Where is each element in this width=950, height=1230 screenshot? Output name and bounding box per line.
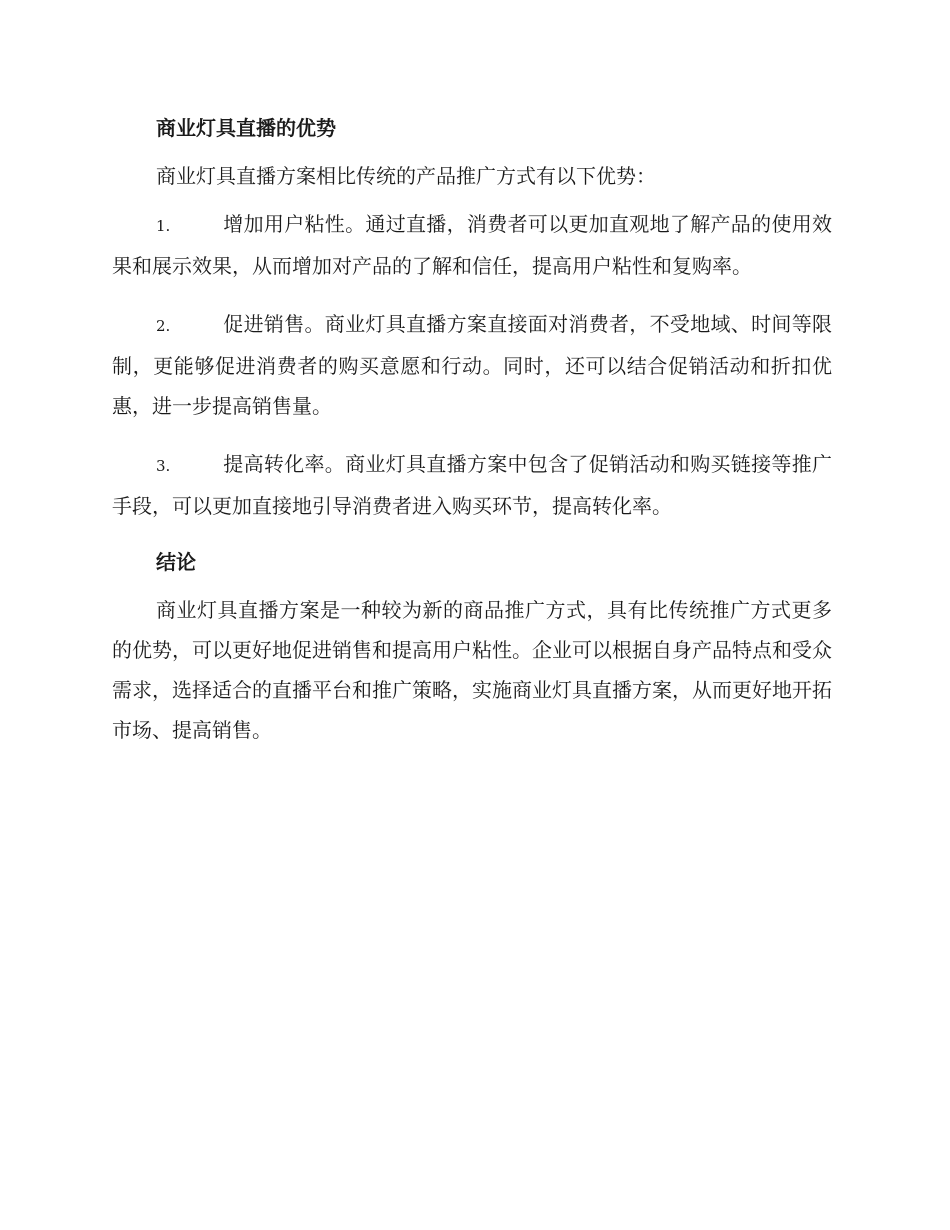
section-heading-advantages: 商业灯具直播的优势 bbox=[156, 116, 336, 140]
intro-paragraph: 商业灯具直播方案相比传统的产品推广方式有以下优势： bbox=[156, 164, 656, 188]
section-heading-conclusion: 结论 bbox=[156, 550, 196, 574]
list-item bbox=[112, 304, 832, 426]
list-item bbox=[112, 204, 832, 286]
list-number: 1. bbox=[156, 217, 171, 235]
list-item-text: 提高转化率。商业灯具直播方案中包含了促销活动和购买链接等推广手段，可以更加直接地引导消费者进入购买环节，提高转化率。 bbox=[112, 452, 832, 518]
list-item-text: 促进销售。商业灯具直播方案直接面对消费者，不受地域、时间等限制，更能够促进消费者的购买意愿和行动。同时，还可以结合促销活动和折扣优惠，进一步提高销售量。 bbox=[112, 312, 832, 418]
conclusion-paragraph: 商业灯具直播方案是一种较为新的商品推广方式，具有比传统推广方式更多的优势，可以更好地促进销售和提高用户粘性。企业可以根据自身产品特点和受众需求，选择适合的直播平台和推广策略，实施商业灯具直播方案，从而更好地开拓市场、提高销售。 bbox=[112, 598, 832, 742]
document-page bbox=[112, 110, 832, 758]
list-item-text: 增加用户粘性。通过直播，消费者可以更加直观地了解产品的使用效果和展示效果，从而增加对产品的了解和信任，提高用户粘性和复购率。 bbox=[112, 212, 832, 278]
list-item bbox=[112, 444, 832, 526]
list-number: 3. bbox=[156, 457, 171, 475]
list-number: 2. bbox=[156, 317, 171, 335]
